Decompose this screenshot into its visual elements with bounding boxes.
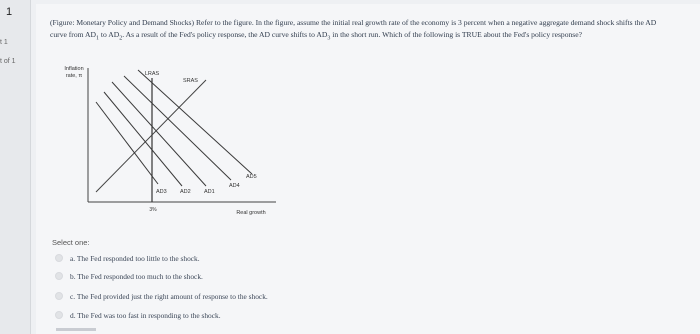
question-text: (Figure: Monetary Policy and Demand Shocks) Refer to the figure. In the figure, assume the initial real growth rate of the economy is 3 percent when a negative aggregate demand shock shifts the AD curve from $AD_1$ to $AD_2$. As a result of the Fed's policy response, the AD curve shifts to $AD_3$ in the short run. Which of the following is TRUE about the Fed's policy response? xyxy=(50,18,657,42)
y-axis-label: rate, π xyxy=(65,73,83,79)
option-d[interactable]: d. The Fed was too fast in responding to the shock. xyxy=(55,309,221,321)
ad1-curve xyxy=(112,82,206,186)
ad3-label: AD3 xyxy=(156,189,167,195)
radio-button[interactable] xyxy=(55,272,63,280)
select-one-label: Select one: xyxy=(52,238,90,247)
question-number: 1 xyxy=(6,6,13,18)
radio-button[interactable] xyxy=(55,292,63,300)
option-a[interactable]: a. The Fed responded too little to the shock. xyxy=(55,252,200,264)
ad3-curve xyxy=(96,102,158,184)
ad-as-figure xyxy=(56,62,282,220)
radio-button[interactable] xyxy=(55,311,63,319)
ad5-curve xyxy=(138,70,252,174)
radio-button[interactable] xyxy=(55,254,63,262)
x-tick-label: 3% xyxy=(149,207,157,213)
ad4-label: AD4 xyxy=(229,183,240,189)
question-sidebar xyxy=(0,0,31,334)
sidebar-fragment: t of 1 xyxy=(0,58,16,65)
y-axis-label: Inflation xyxy=(64,66,84,72)
ad4-curve xyxy=(124,76,231,180)
sidebar-fragment: t 1 xyxy=(0,39,8,46)
ad5-label: AD5 xyxy=(246,174,257,180)
x-axis-label: Real growth xyxy=(236,210,266,216)
sras-label: SRAS xyxy=(183,78,198,84)
option-c[interactable]: c. The Fed provided just the right amount of response to the shock. xyxy=(55,290,268,302)
ad2-label: AD2 xyxy=(180,189,191,195)
lras-label: LRAS xyxy=(144,71,160,77)
option-b[interactable]: b. The Fed responded too much to the shock. xyxy=(55,270,203,282)
ad1-label: AD1 xyxy=(204,189,215,195)
scroll-indicator xyxy=(56,328,96,331)
